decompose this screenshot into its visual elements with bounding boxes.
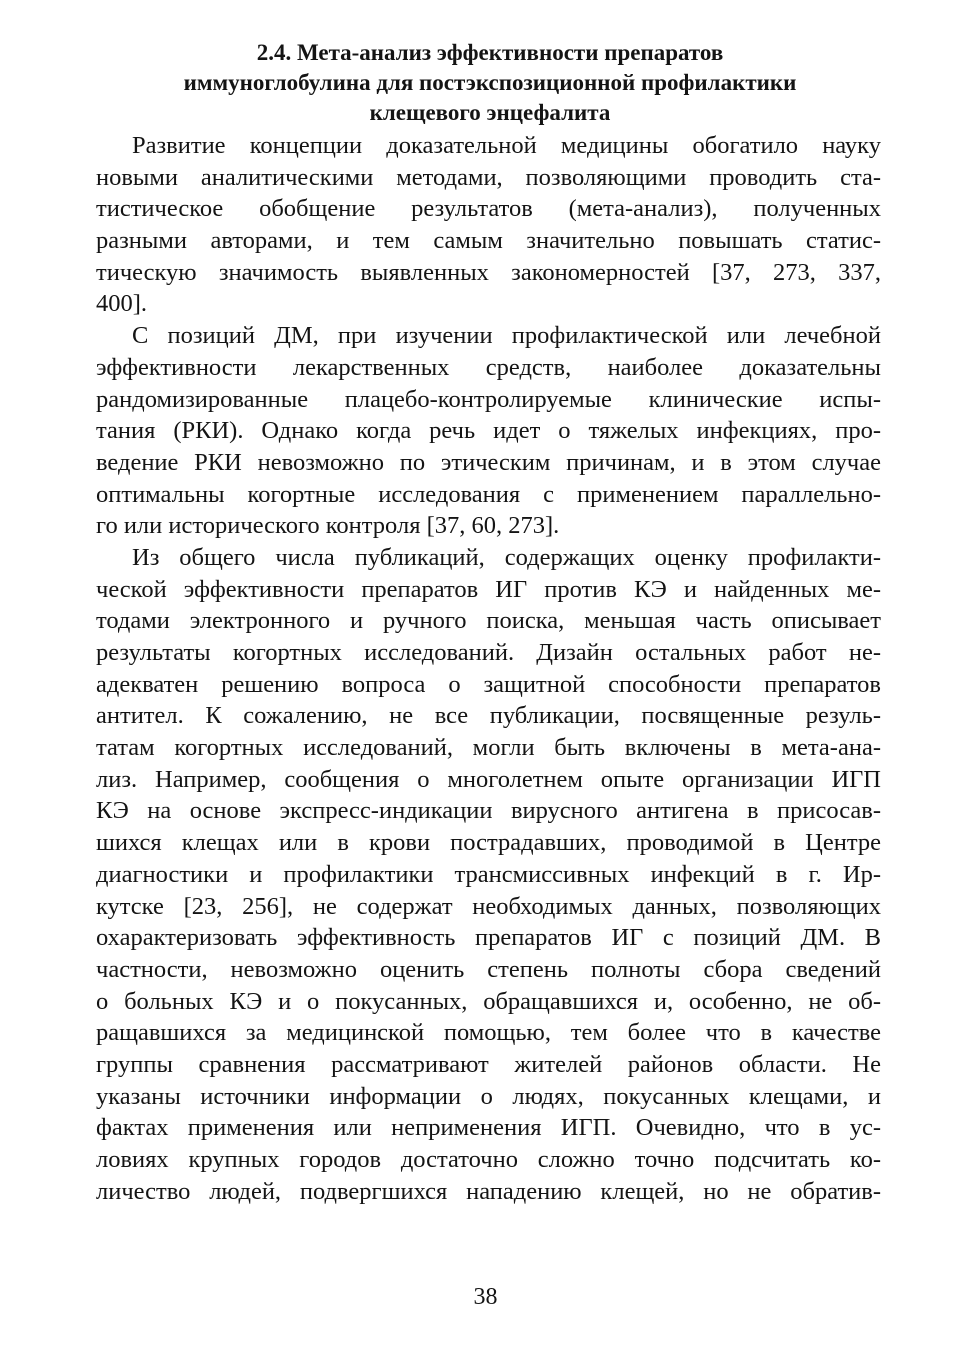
paragraph <box>96 542 881 1207</box>
text-line: татам когортных исследований, могли быть включены в мета-ана- <box>96 734 881 762</box>
text-line: рандомизированные плацебо-контролируемые клинические испы- <box>96 385 881 413</box>
heading-line: 2.4. Мета-анализ эффективности препаратов <box>256 40 724 65</box>
text-line: оптимальны когортные исследования с применением параллельно- <box>96 480 881 508</box>
body-text <box>96 130 881 1207</box>
text-line: личество людей, подвергшихся нападению клещей, но не обратив- <box>96 1177 881 1205</box>
text-line: о больных КЭ и о покусанных, обращавшихся и, особенно, не об- <box>96 987 881 1015</box>
text-line: ращавшихся за медицинской помощью, тем более что в качестве <box>96 1019 881 1047</box>
text-line: антител. К сожалению, не все публикации, посвященные резуль- <box>96 702 881 730</box>
page-number: 38 <box>473 1284 498 1310</box>
text-line: С позиций ДМ, при изучении профилактической или лечебной <box>132 322 881 350</box>
text-line: эффективности лекарственных средств, наиболее доказательны <box>96 353 881 381</box>
text-line: кутске [23, 256], не содержат необходимых данных, позволяющих <box>96 892 881 920</box>
text-line: тания (РКИ). Однако когда речь идет о тяжелых инфекциях, про- <box>96 417 881 445</box>
text-line: охарактеризовать эффективность препаратов ИГ с позиций ДМ. В <box>96 924 881 952</box>
text-line: группы сравнения рассматривают жителей районов области. Не <box>96 1050 881 1078</box>
section-heading <box>96 38 884 128</box>
text-line: результаты когортных исследований. Дизайн остальных работ не- <box>96 639 881 666</box>
text-line: частности, невозможно оценить степень полноты сбора сведений <box>96 955 881 983</box>
text-line: го или исторического контроля [37, 60, 273]. <box>96 512 560 540</box>
text-line: ловиях крупных городов достаточно сложно точно подсчитать ко- <box>96 1146 881 1173</box>
text-line: Из общего числа публикаций, содержащих оценку профилакти- <box>132 543 881 571</box>
text-line: новыми аналитическими методами, позволяющими проводить ста- <box>96 163 881 191</box>
text-line: лиз. Например, сообщения о многолетнем опыте организации ИГП <box>96 765 881 793</box>
text-line: тодами электронного и ручного поиска, меньшая часть описывает <box>96 607 881 635</box>
paragraph <box>96 320 881 542</box>
text-line: фактах применения или неприменения ИГП. Очевидно, что в ус- <box>96 1114 881 1142</box>
text-line: адекватен решению вопроса о защитной способности препаратов <box>96 670 881 698</box>
heading-line: клещевого энцефалита <box>369 100 611 125</box>
text-line: Развитие концепции доказательной медицины обогатило науку <box>132 132 881 159</box>
text-line: 400]. <box>96 290 148 318</box>
paragraph <box>96 130 881 320</box>
text-line: разными авторами, и тем самым значительно повышать статис- <box>96 227 881 255</box>
text-line: ведение РКИ невозможно по этическим причинам, и в этом случае <box>96 448 881 476</box>
text-line: тистическое обобщение результатов (мета-анализ), полученных <box>96 195 881 223</box>
text-line: диагностики и профилактики трансмиссивных инфекций в г. Ир- <box>96 860 881 888</box>
heading-line: иммуноглобулина для постэкспозиционной профилактики <box>183 70 797 95</box>
text-line: ческой эффективности препаратов ИГ против КЭ и найденных ме- <box>96 575 881 603</box>
text-line: шихся клещах или в крови пострадавших, проводимой в Центре <box>96 829 881 857</box>
text-line: тическую значимость выявленных закономерностей [37, 273, 337, <box>96 258 881 286</box>
text-line: указаны источники информации о людях, покусанных клещами, и <box>96 1082 881 1110</box>
text-line: КЭ на основе экспресс-индикации вирусного антигена в присосав- <box>96 797 881 825</box>
